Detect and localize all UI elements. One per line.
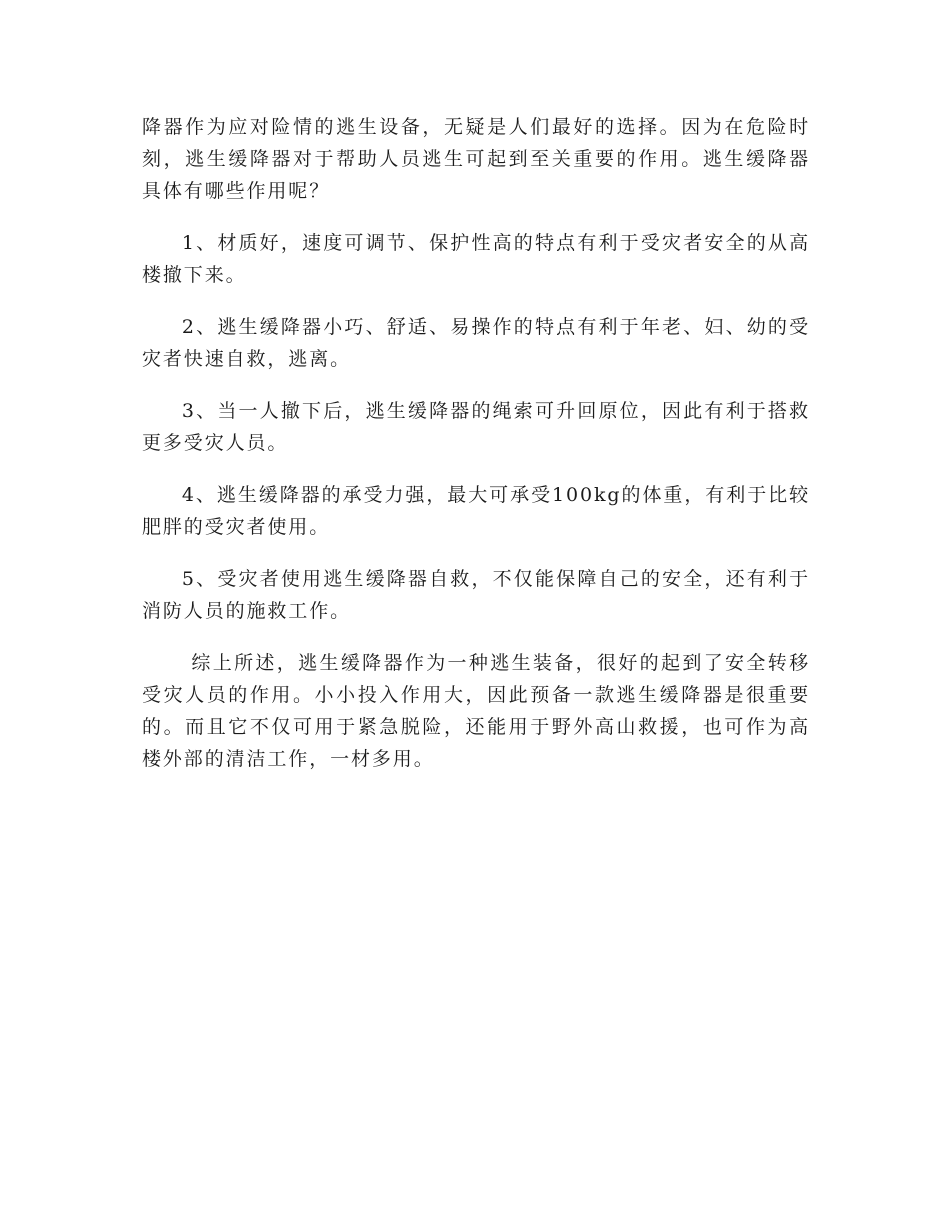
point-4-paragraph: 4、逃生缓降器的承受力强，最大可承受100kg的体重，有利于比较肥胖的受灾者使用。 — [142, 484, 810, 538]
document-body — [142, 111, 810, 795]
point-5-paragraph: 5、受灾者使用逃生缓降器自救，不仅能保障自己的安全，还有利于消防人员的施救工作。 — [142, 568, 810, 622]
conclusion-paragraph: 综上所述，逃生缓降器作为一种逃生装备，很好的起到了安全转移受灾人员的作用。小小投入作用大，因此预备一款逃生缓降器是很重要的。而且它不仅可用于紧急脱险，还能用于野外高山救援，也可作为高楼外部的清洁工作，一材多用。 — [142, 652, 810, 770]
point-2-paragraph: 2、逃生缓降器小巧、舒适、易操作的特点有利于年老、妇、幼的受灾者快速自救，逃离。 — [142, 316, 810, 370]
point-1-paragraph: 1、材质好，速度可调节、保护性高的特点有利于受灾者安全的从高楼撤下来。 — [142, 232, 810, 286]
intro-paragraph: 降器作为应对险情的逃生设备，无疑是人们最好的选择。因为在危险时刻，逃生缓降器对于帮助人员逃生可起到至关重要的作用。逃生缓降器具体有哪些作用呢？ — [142, 116, 810, 202]
point-3-paragraph: 3、当一人撤下后，逃生缓降器的绳索可升回原位，因此有利于搭救更多受灾人员。 — [142, 400, 810, 454]
